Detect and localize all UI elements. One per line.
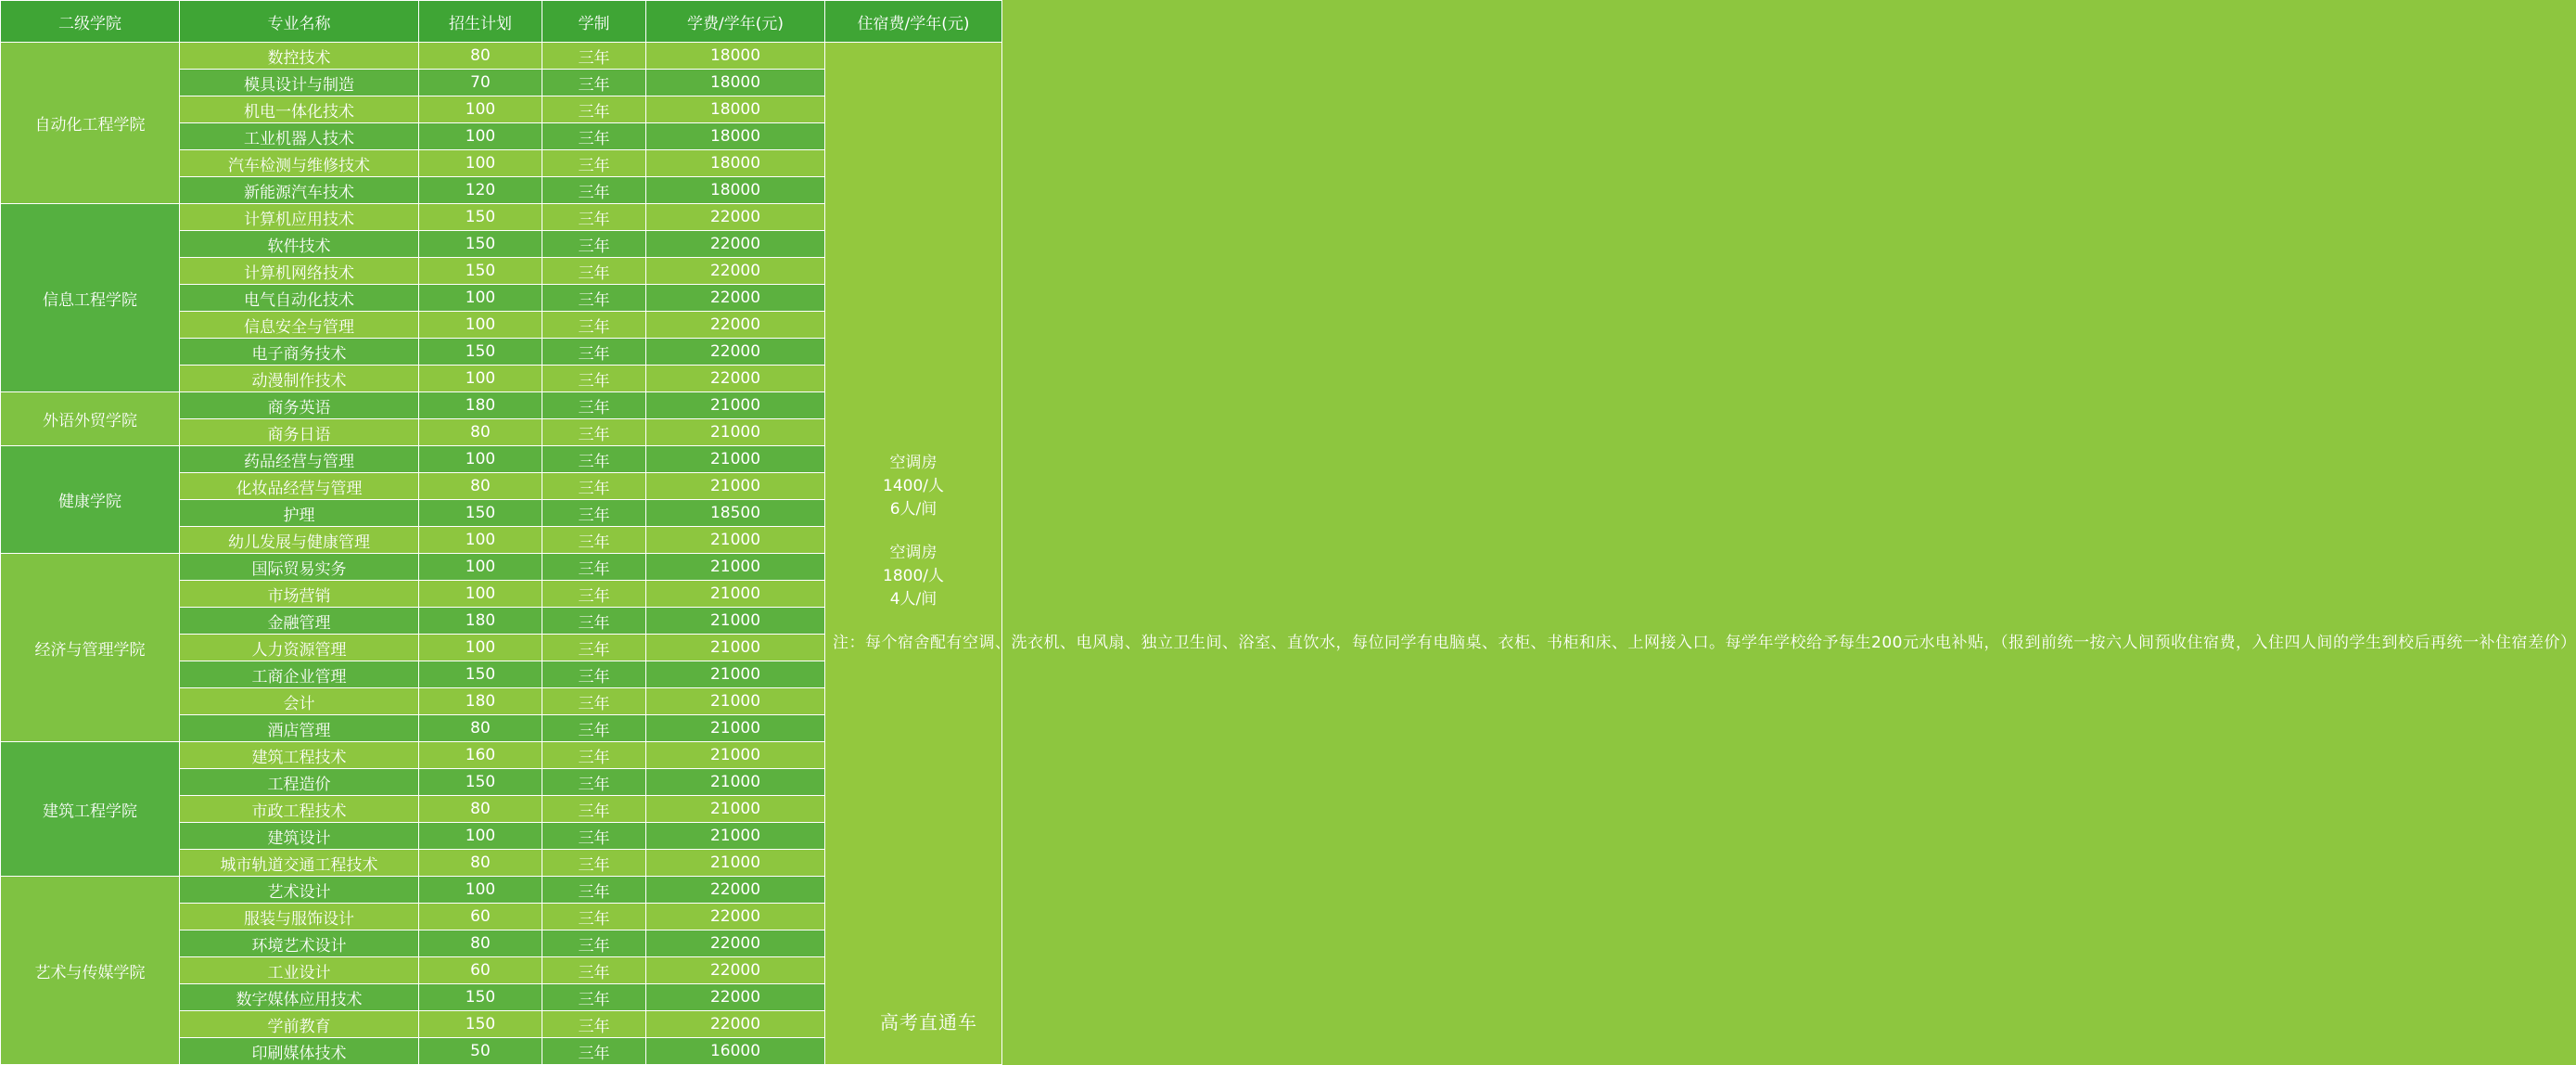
enrollment-plan: 80 [419, 43, 542, 70]
enrollment-plan: 60 [419, 957, 542, 984]
major-name: 艺术设计 [180, 877, 419, 904]
dorm-option-type: 空调房 [889, 454, 937, 472]
major-name: 服装与服饰设计 [180, 904, 419, 930]
header-enrollment-plan: 招生计划 [419, 1, 542, 43]
enrollment-plan: 100 [419, 285, 542, 312]
major-name: 国际贸易实务 [180, 554, 419, 581]
enrollment-plan: 100 [419, 554, 542, 581]
major-name: 市政工程技术 [180, 796, 419, 823]
duration: 三年 [542, 150, 646, 177]
enrollment-plan: 150 [419, 231, 542, 258]
enrollment-plan: 80 [419, 930, 542, 957]
major-name: 学前教育 [180, 1011, 419, 1038]
tuition-fee: 21000 [646, 581, 825, 608]
tuition-fee: 21000 [646, 823, 825, 850]
tuition-fee: 21000 [646, 715, 825, 742]
major-name: 会计 [180, 688, 419, 715]
college-name: 外语外贸学院 [1, 392, 180, 446]
tuition-fee: 22000 [646, 204, 825, 231]
tuition-fee: 21000 [646, 473, 825, 500]
tuition-fee: 22000 [646, 877, 825, 904]
enrollment-plan: 150 [419, 1011, 542, 1038]
enrollment-plan: 100 [419, 150, 542, 177]
duration: 三年 [542, 635, 646, 661]
major-name: 商务英语 [180, 392, 419, 419]
dorm-option-type: 空调房 [889, 544, 937, 562]
major-name: 动漫制作技术 [180, 366, 419, 392]
tuition-fee: 22000 [646, 984, 825, 1011]
duration: 三年 [542, 715, 646, 742]
tuition-fee: 21000 [646, 661, 825, 688]
enrollment-plan: 150 [419, 661, 542, 688]
duration: 三年 [542, 742, 646, 769]
tuition-fee: 22000 [646, 930, 825, 957]
duration: 三年 [542, 500, 646, 527]
enrollment-plan: 50 [419, 1038, 542, 1065]
college-name: 经济与管理学院 [1, 554, 180, 742]
enrollment-plan: 100 [419, 877, 542, 904]
header-duration: 学制 [542, 1, 646, 43]
duration: 三年 [542, 312, 646, 339]
table-header-row [1, 1, 1002, 43]
tuition-fee: 18500 [646, 500, 825, 527]
enrollment-plan: 150 [419, 984, 542, 1011]
major-name: 软件技术 [180, 231, 419, 258]
major-name: 印刷媒体技术 [180, 1038, 419, 1065]
tuition-fee: 18000 [646, 123, 825, 150]
tuition-fee: 22000 [646, 258, 825, 285]
major-name: 计算机应用技术 [180, 204, 419, 231]
tuition-fee: 21000 [646, 608, 825, 635]
tuition-fee: 22000 [646, 285, 825, 312]
dorm-option-capacity: 4人/间 [889, 590, 937, 609]
major-name: 新能源汽车技术 [180, 177, 419, 204]
tuition-fee: 21000 [646, 769, 825, 796]
major-name: 模具设计与制造 [180, 70, 419, 96]
duration: 三年 [542, 527, 646, 554]
duration: 三年 [542, 957, 646, 984]
dorm-option-6-person [833, 452, 994, 521]
college-name: 信息工程学院 [1, 204, 180, 392]
tuition-fee: 22000 [646, 339, 825, 366]
tuition-fee: 18000 [646, 150, 825, 177]
tuition-fee: 16000 [646, 1038, 825, 1065]
duration: 三年 [542, 608, 646, 635]
enrollment-plan: 150 [419, 769, 542, 796]
duration: 三年 [542, 796, 646, 823]
college-name: 健康学院 [1, 446, 180, 554]
tuition-fee: 18000 [646, 177, 825, 204]
enrollment-plan: 80 [419, 473, 542, 500]
tuition-fee: 22000 [646, 231, 825, 258]
duration: 三年 [542, 661, 646, 688]
duration: 三年 [542, 1038, 646, 1065]
dorm-option-capacity: 6人/间 [889, 500, 937, 519]
major-name: 人力资源管理 [180, 635, 419, 661]
duration: 三年 [542, 446, 646, 473]
enrollment-plan: 100 [419, 581, 542, 608]
tuition-fee: 22000 [646, 1011, 825, 1038]
duration: 三年 [542, 231, 646, 258]
table-row [1, 43, 1002, 70]
enrollment-plan: 100 [419, 446, 542, 473]
enrollment-plan: 80 [419, 419, 542, 446]
enrollment-plan: 100 [419, 366, 542, 392]
duration: 三年 [542, 285, 646, 312]
enrollment-plan: 100 [419, 123, 542, 150]
enrollment-plan: 120 [419, 177, 542, 204]
major-name: 药品经营与管理 [180, 446, 419, 473]
major-name: 建筑工程技术 [180, 742, 419, 769]
tuition-fee: 21000 [646, 742, 825, 769]
major-name: 汽车检测与维修技术 [180, 150, 419, 177]
major-name: 工业设计 [180, 957, 419, 984]
major-name: 数控技术 [180, 43, 419, 70]
major-name: 酒店管理 [180, 715, 419, 742]
dorm-note: 注：每个宿舍配有空调、洗衣机、电风扇、独立卫生间、浴室、直饮水，每位同学有电脑桌、衣柜、书柜和床、上网接入口。每学年学校给予每生200元水电补贴，（报到前统一按六人间预收住宿费，入住四人间的学生到校后再统一补住宿差价） [833, 634, 2576, 652]
tuition-fee: 22000 [646, 312, 825, 339]
enrollment-plan: 80 [419, 715, 542, 742]
major-name: 化妆品经营与管理 [180, 473, 419, 500]
duration: 三年 [542, 904, 646, 930]
enrollment-plan: 160 [419, 742, 542, 769]
enrollment-plan: 100 [419, 312, 542, 339]
tuition-fee: 21000 [646, 796, 825, 823]
duration: 三年 [542, 930, 646, 957]
tuition-fee: 21000 [646, 527, 825, 554]
duration: 三年 [542, 877, 646, 904]
duration: 三年 [542, 688, 646, 715]
major-name: 电气自动化技术 [180, 285, 419, 312]
enrollment-plan: 180 [419, 392, 542, 419]
header-college: 二级学院 [1, 1, 180, 43]
tuition-fee: 18000 [646, 96, 825, 123]
major-name: 计算机网络技术 [180, 258, 419, 285]
tuition-fee: 21000 [646, 446, 825, 473]
header-dorm-fee: 住宿费/学年(元) [825, 1, 1002, 43]
enrollment-plan: 180 [419, 688, 542, 715]
duration: 三年 [542, 581, 646, 608]
major-name: 工商企业管理 [180, 661, 419, 688]
tuition-fee: 22000 [646, 957, 825, 984]
major-name: 商务日语 [180, 419, 419, 446]
enrollment-plan: 150 [419, 500, 542, 527]
enrollment-plan: 150 [419, 204, 542, 231]
enrollment-plan: 70 [419, 70, 542, 96]
major-name: 市场营销 [180, 581, 419, 608]
major-name: 信息安全与管理 [180, 312, 419, 339]
header-tuition: 学费/学年(元) [646, 1, 825, 43]
duration: 三年 [542, 473, 646, 500]
duration: 三年 [542, 419, 646, 446]
enrollment-plan: 180 [419, 608, 542, 635]
duration: 三年 [542, 366, 646, 392]
dorm-option-price: 1800/人 [883, 567, 944, 585]
duration: 三年 [542, 123, 646, 150]
major-name: 城市轨道交通工程技术 [180, 850, 419, 877]
enrollment-plan: 150 [419, 339, 542, 366]
header-major: 专业名称 [180, 1, 419, 43]
tuition-fee: 22000 [646, 904, 825, 930]
major-name: 工程造价 [180, 769, 419, 796]
enrollment-plan: 60 [419, 904, 542, 930]
major-name: 环境艺术设计 [180, 930, 419, 957]
duration: 三年 [542, 392, 646, 419]
tuition-fee: 21000 [646, 635, 825, 661]
enrollment-plan: 100 [419, 527, 542, 554]
duration: 三年 [542, 339, 646, 366]
watermark: 高考直通车 [880, 1011, 977, 1033]
duration: 三年 [542, 850, 646, 877]
dorm-fee-info [825, 43, 2576, 1065]
tuition-fee: 22000 [646, 366, 825, 392]
major-name: 电子商务技术 [180, 339, 419, 366]
duration: 三年 [542, 177, 646, 204]
duration: 三年 [542, 984, 646, 1011]
duration: 三年 [542, 258, 646, 285]
college-name: 自动化工程学院 [1, 43, 180, 204]
tuition-fee: 21000 [646, 850, 825, 877]
duration: 三年 [542, 769, 646, 796]
major-name: 幼儿发展与健康管理 [180, 527, 419, 554]
dorm-option-price: 1400/人 [883, 477, 944, 495]
tuition-fee: 21000 [646, 554, 825, 581]
enrollment-plan: 80 [419, 796, 542, 823]
duration: 三年 [542, 554, 646, 581]
duration: 三年 [542, 823, 646, 850]
dorm-option-4-person [833, 542, 994, 611]
tuition-fee: 21000 [646, 419, 825, 446]
college-name: 艺术与传媒学院 [1, 877, 180, 1065]
duration: 三年 [542, 70, 646, 96]
tuition-fee: 21000 [646, 392, 825, 419]
enrollment-plan: 80 [419, 850, 542, 877]
college-name: 建筑工程学院 [1, 742, 180, 877]
major-name: 护理 [180, 500, 419, 527]
duration: 三年 [542, 1011, 646, 1038]
tuition-fee: 18000 [646, 43, 825, 70]
tuition-fee: 18000 [646, 70, 825, 96]
major-name: 建筑设计 [180, 823, 419, 850]
major-name: 数字媒体应用技术 [180, 984, 419, 1011]
major-name: 金融管理 [180, 608, 419, 635]
duration: 三年 [542, 96, 646, 123]
major-name: 工业机器人技术 [180, 123, 419, 150]
enrollment-plan: 100 [419, 823, 542, 850]
duration: 三年 [542, 204, 646, 231]
tuition-fee: 21000 [646, 688, 825, 715]
duration: 三年 [542, 43, 646, 70]
enrollment-plan: 100 [419, 635, 542, 661]
table-body [1, 43, 2576, 1065]
major-name: 机电一体化技术 [180, 96, 419, 123]
enrollment-plan: 100 [419, 96, 542, 123]
enrollment-plan: 150 [419, 258, 542, 285]
